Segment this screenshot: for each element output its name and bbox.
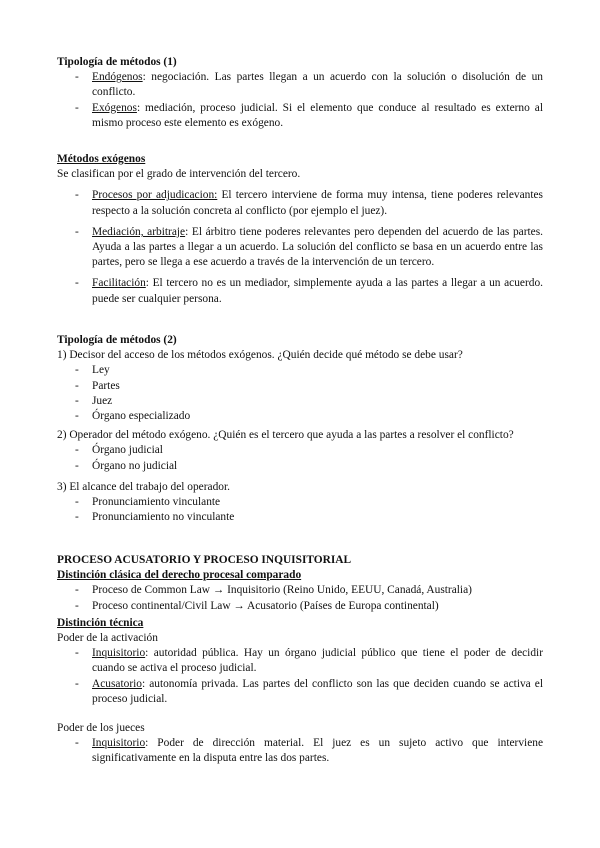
list-item: - Pronunciamiento vinculante bbox=[57, 495, 543, 510]
poder-activacion-label: Poder de la activación bbox=[57, 632, 158, 645]
list-item: - Mediación, arbitraje: El árbitro tiene poderes relevantes pero dependen del acuerdo de las partes. Ayuda a las partes a llegar a un acuerdo. La solución del conflicto se basa en un acuerdo entre las partes, pero se llega a ese acuerdo a través de la intervención de un tercero. bbox=[57, 225, 543, 271]
list-item: - Exógenos: mediación, proceso judicial. Si el elemento que conduce al resultado es externo al mismo proceso este elemento es exógeno. bbox=[57, 101, 543, 131]
list-item: - Procesos por adjudicacion: El tercero interviene de forma muy intensa, tiene poderes relevantes respecto a la solución concreta al conflicto (por ejemplo el juez). bbox=[57, 188, 543, 218]
question-2: 2) Operador del método exógeno. ¿Quién es el tercero que ayuda a las partes a resolver el conflicto? bbox=[57, 429, 514, 442]
intro-text: Se clasifican por el grado de intervención del tercero. bbox=[57, 168, 301, 181]
heading-tipologia-1: Tipología de métodos (1) bbox=[57, 56, 177, 68]
heading-tipologia-2: Tipología de métodos (2) bbox=[57, 334, 177, 346]
list-item: - Órgano judicial bbox=[57, 443, 543, 458]
subheading-distincion-clasica: Distinción clásica del derecho procesal comparado bbox=[57, 569, 302, 582]
list-item: - Endógenos: negociación. Las partes llegan a un acuerdo con la solución o disolución de un conflicto. bbox=[57, 70, 543, 100]
subheading-distincion-tecnica: Distinción técnica bbox=[57, 616, 144, 629]
list-item: - Órgano especializado bbox=[57, 409, 543, 424]
section-title: PROCESO ACUSATORIO Y PROCESO INQUISITORIAL bbox=[57, 554, 352, 566]
question-1: 1) Decisor del acceso de los métodos exógenos. ¿Quién decide qué método se debe usar? bbox=[57, 349, 463, 362]
question-3: 3) El alcance del trabajo del operador. bbox=[57, 480, 230, 493]
list-item: - Inquisitorio: autoridad pública. Hay un órgano judicial público que tiene el poder de decidir cuando se activa el proceso judicial. bbox=[57, 646, 543, 676]
list-item: - Acusatorio: autonomía privada. Las partes del conflicto son las que deciden cuando se activa el proceso judicial. bbox=[57, 677, 543, 707]
list-item: - Partes bbox=[57, 379, 543, 394]
list-item: - Juez bbox=[57, 394, 543, 409]
section-tipologia-2 bbox=[57, 333, 543, 525]
list-item: - Pronunciamiento no vinculante bbox=[57, 510, 543, 525]
section-metodos-exogenos bbox=[57, 152, 543, 313]
poder-jueces-label: Poder de los jueces bbox=[57, 722, 145, 735]
heading-metodos-exogenos: Métodos exógenos bbox=[57, 153, 146, 165]
list-item: - Facilitación: El tercero no es un mediador, simplemente ayuda a las partes a llegar a un acuerdo. puede ser cualquier persona. bbox=[57, 276, 543, 306]
list-item: - Proceso continental/Civil Law → Acusatorio (Países de Europa continental) bbox=[57, 599, 543, 614]
list-item: - Ley bbox=[57, 363, 543, 378]
list-item: - Órgano no judicial bbox=[57, 459, 543, 474]
section-proceso bbox=[57, 553, 543, 767]
list-item: - Inquisitorio: Poder de dirección material. El juez es un sujeto activo que interviene significativamente en la disputa entre las dos partes. bbox=[57, 736, 543, 766]
section-tipologia-1 bbox=[57, 55, 543, 131]
list-item: - Proceso de Common Law → Inquisitorio (Reino Unido, EEUU, Canadá, Australia) bbox=[57, 583, 543, 598]
